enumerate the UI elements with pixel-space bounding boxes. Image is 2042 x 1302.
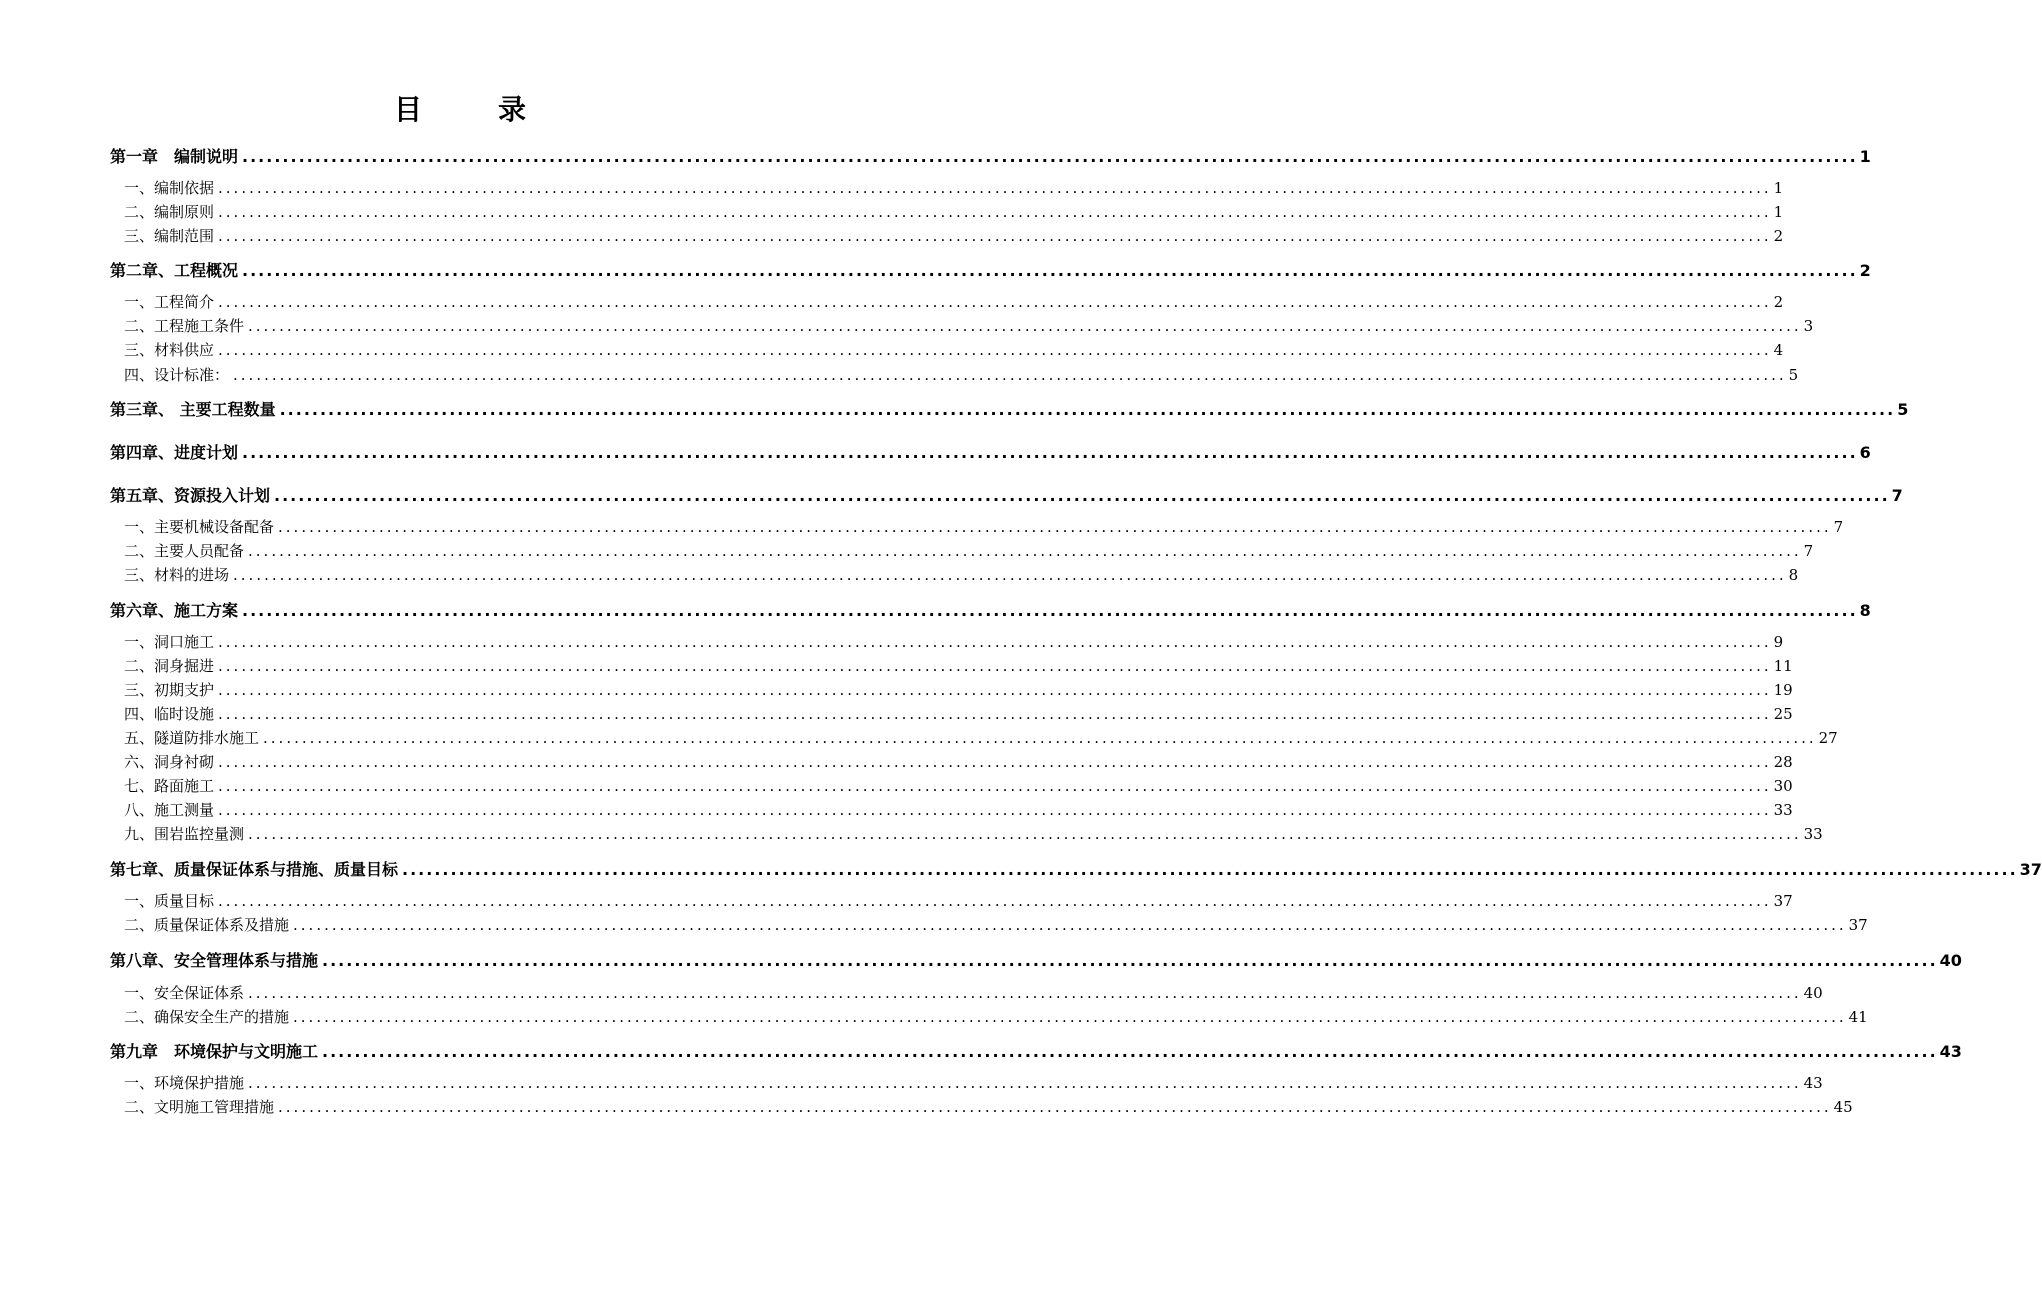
toc-label: 一、工程简介: [124, 293, 215, 311]
toc-page-number: 43: [1803, 1074, 1823, 1092]
toc-leader: ........................................................................................................................................................................................................: [242, 261, 1858, 280]
toc-page-number: 1: [1773, 203, 1784, 221]
toc-page-number: 37: [2019, 860, 2042, 879]
toc-leader: ........................................................................................................................................................................................................: [218, 681, 1772, 699]
toc-label: 八、施工测量: [124, 801, 215, 819]
toc-leader: ........................................................................................................................................................................................................: [218, 633, 1772, 651]
toc-leader: ........................................................................................................................................................................................................: [322, 951, 1938, 970]
toc-chapter-9[interactable]: [110, 1039, 1962, 1062]
toc-page-number: 6: [1859, 443, 1871, 462]
toc-page-number: 5: [1788, 366, 1799, 384]
toc-page-number: 4: [1773, 341, 1784, 359]
toc-page-number: 25: [1773, 705, 1793, 723]
toc-leader: ........................................................................................................................................................................................................: [322, 1042, 1938, 1061]
toc-page-number: 7: [1891, 486, 1903, 505]
toc-leader: ........................................................................................................................................................................................................: [248, 317, 1802, 335]
toc-label: 九、围岩监控量测: [124, 825, 245, 843]
toc-page-number: 40: [1803, 984, 1823, 1002]
toc-section[interactable]: [110, 225, 1784, 246]
toc-page-number: 7: [1803, 542, 1814, 560]
toc-label: 第四章、进度计划: [110, 443, 239, 462]
toc-leader: ........................................................................................................................................................................................................: [218, 179, 1772, 197]
toc-label: 二、编制原则: [124, 203, 215, 221]
toc-chapter-6[interactable]: [110, 598, 1871, 621]
toc-label: 一、洞口施工: [124, 633, 215, 651]
toc-chapter-4[interactable]: [110, 440, 1871, 463]
toc-leader: ........................................................................................................................................................................................................: [293, 1008, 1847, 1026]
toc-page-number: 27: [1818, 729, 1838, 747]
toc-section[interactable]: [110, 703, 1793, 724]
toc-label: 一、主要机械设备配备: [124, 518, 275, 536]
toc-label: 四、设计标准：: [124, 366, 230, 384]
toc-label: 三、材料的进场: [124, 566, 230, 584]
toc-page-number: 8: [1859, 601, 1871, 620]
toc-leader: ........................................................................................................................................................................................................: [248, 825, 1802, 843]
page-title: 目 录: [393, 93, 550, 126]
toc-page-number: 33: [1803, 825, 1823, 843]
toc-chapter-8[interactable]: [110, 948, 1962, 971]
toc-section[interactable]: [110, 364, 1799, 385]
toc-label: 第三章、 主要工程数量: [110, 400, 276, 419]
toc-label: 二、洞身掘进: [124, 657, 215, 675]
toc-page-number: 3: [1803, 317, 1814, 335]
toc-leader: ........................................................................................................................................................................................................: [218, 892, 1772, 910]
toc-section[interactable]: [110, 775, 1793, 796]
toc-section[interactable]: [110, 564, 1799, 585]
toc-page-number: 7: [1833, 518, 1844, 536]
toc-page-number: 11: [1773, 657, 1793, 675]
toc-leader: ........................................................................................................................................................................................................: [293, 916, 1847, 934]
toc-leader: ........................................................................................................................................................................................................: [218, 657, 1772, 675]
toc-leader: ........................................................................................................................................................................................................: [248, 542, 1802, 560]
toc-section[interactable]: [110, 631, 1784, 652]
toc-label: 二、工程施工条件: [124, 317, 245, 335]
toc-label: 二、质量保证体系及措施: [124, 916, 290, 934]
toc-label: 第六章、施工方案: [110, 601, 239, 620]
toc-leader: ........................................................................................................................................................................................................: [278, 1098, 1832, 1116]
toc-label: 第八章、安全管理体系与措施: [110, 951, 319, 970]
toc-label: 三、材料供应: [124, 341, 215, 359]
toc-section[interactable]: [110, 1072, 1823, 1093]
toc-section[interactable]: [110, 291, 1784, 312]
toc-page-number: 45: [1833, 1098, 1853, 1116]
toc-section[interactable]: [110, 516, 1844, 537]
toc-section[interactable]: [110, 339, 1784, 360]
toc-section[interactable]: [110, 679, 1793, 700]
toc-label: 第二章、工程概况: [110, 261, 239, 280]
toc-leader: ........................................................................................................................................................................................................: [248, 1074, 1802, 1092]
toc-page-number: 33: [1773, 801, 1793, 819]
toc-page-number: 1: [1773, 179, 1784, 197]
toc-section[interactable]: [110, 540, 1814, 561]
toc-page-number: 30: [1773, 777, 1793, 795]
toc-leader: ........................................................................................................................................................................................................: [218, 293, 1772, 311]
toc-label: 三、编制范围: [124, 227, 215, 245]
toc-section[interactable]: [110, 914, 1868, 935]
toc-leader: ........................................................................................................................................................................................................: [279, 400, 1896, 419]
toc-section[interactable]: [110, 890, 1793, 911]
toc-leader: ........................................................................................................................................................................................................: [218, 753, 1772, 771]
toc-leader: ........................................................................................................................................................................................................: [278, 518, 1832, 536]
toc-label: 一、编制依据: [124, 179, 215, 197]
toc-page-number: 2: [1773, 293, 1784, 311]
toc-section[interactable]: [110, 1006, 1868, 1027]
toc-section[interactable]: [110, 823, 1823, 844]
toc-page-number: 40: [1939, 951, 1962, 970]
toc-chapter-2[interactable]: [110, 258, 1871, 281]
toc-label: 第九章 环境保护与文明施工: [110, 1042, 319, 1061]
toc-label: 五、隧道防排水施工: [124, 729, 260, 747]
toc-page-number: 28: [1773, 753, 1793, 771]
toc-leader: ........................................................................................................................................................................................................: [218, 777, 1772, 795]
toc-leader: ........................................................................................................................................................................................................: [242, 147, 1858, 166]
toc-leader: ........................................................................................................................................................................................................: [218, 227, 1772, 245]
toc-leader: ........................................................................................................................................................................................................: [218, 705, 1772, 723]
toc-label: 一、安全保证体系: [124, 984, 245, 1002]
toc-leader: ........................................................................................................................................................................................................: [233, 566, 1787, 584]
toc-leader: ........................................................................................................................................................................................................: [263, 729, 1817, 747]
toc-page-number: 8: [1788, 566, 1799, 584]
toc-leader: ........................................................................................................................................................................................................: [274, 486, 1890, 505]
toc-section[interactable]: [110, 201, 1784, 222]
toc-page-number: 37: [1773, 892, 1793, 910]
toc-label: 七、路面施工: [124, 777, 215, 795]
toc-chapter-7[interactable]: [110, 857, 2042, 880]
toc-label: 一、环境保护措施: [124, 1074, 245, 1092]
toc-section[interactable]: [110, 315, 1814, 336]
toc-section[interactable]: [110, 655, 1793, 676]
toc-section[interactable]: [110, 751, 1793, 772]
toc-page-number: 2: [1773, 227, 1784, 245]
toc-page-number: 2: [1859, 261, 1871, 280]
toc-page-number: 9: [1773, 633, 1784, 651]
toc-chapter-3[interactable]: [110, 397, 1909, 420]
toc-label: 四、临时设施: [124, 705, 215, 723]
toc-leader: ........................................................................................................................................................................................................: [242, 601, 1858, 620]
toc-section[interactable]: [110, 1096, 1853, 1117]
toc-leader: ........................................................................................................................................................................................................: [218, 341, 1772, 359]
toc-leader: ........................................................................................................................................................................................................: [242, 443, 1858, 462]
toc-label: 二、主要人员配备: [124, 542, 245, 560]
toc-page-number: 5: [1897, 400, 1909, 419]
toc-page-number: 1: [1859, 147, 1871, 166]
toc-section[interactable]: [110, 799, 1793, 820]
toc-leader: ........................................................................................................................................................................................................: [233, 366, 1787, 384]
toc-page-number: 19: [1773, 681, 1793, 699]
toc-label: 二、文明施工管理措施: [124, 1098, 275, 1116]
toc-section[interactable]: [110, 177, 1784, 198]
toc-label: 第七章、质量保证体系与措施、质量目标: [110, 860, 399, 879]
toc-chapter-1[interactable]: [110, 144, 1871, 167]
toc-leader: ........................................................................................................................................................................................................: [218, 801, 1772, 819]
toc-label: 一、质量目标: [124, 892, 215, 910]
toc-label: 六、洞身衬砌: [124, 753, 215, 771]
toc-leader: ........................................................................................................................................................................................................: [402, 860, 2018, 879]
toc-chapter-5[interactable]: [110, 483, 1903, 506]
toc-label: 第五章、资源投入计划: [110, 486, 271, 505]
toc-page-number: 37: [1848, 916, 1868, 934]
toc-label: 三、初期支护: [124, 681, 215, 699]
toc-label: 二、确保安全生产的措施: [124, 1008, 290, 1026]
toc-section[interactable]: [110, 727, 1838, 748]
toc-page-number: 41: [1848, 1008, 1868, 1026]
toc-leader: ........................................................................................................................................................................................................: [248, 984, 1802, 1002]
toc-leader: ........................................................................................................................................................................................................: [218, 203, 1772, 221]
toc-label: 第一章 编制说明: [110, 147, 239, 166]
toc-page-number: 43: [1939, 1042, 1962, 1061]
toc-section[interactable]: [110, 982, 1823, 1003]
